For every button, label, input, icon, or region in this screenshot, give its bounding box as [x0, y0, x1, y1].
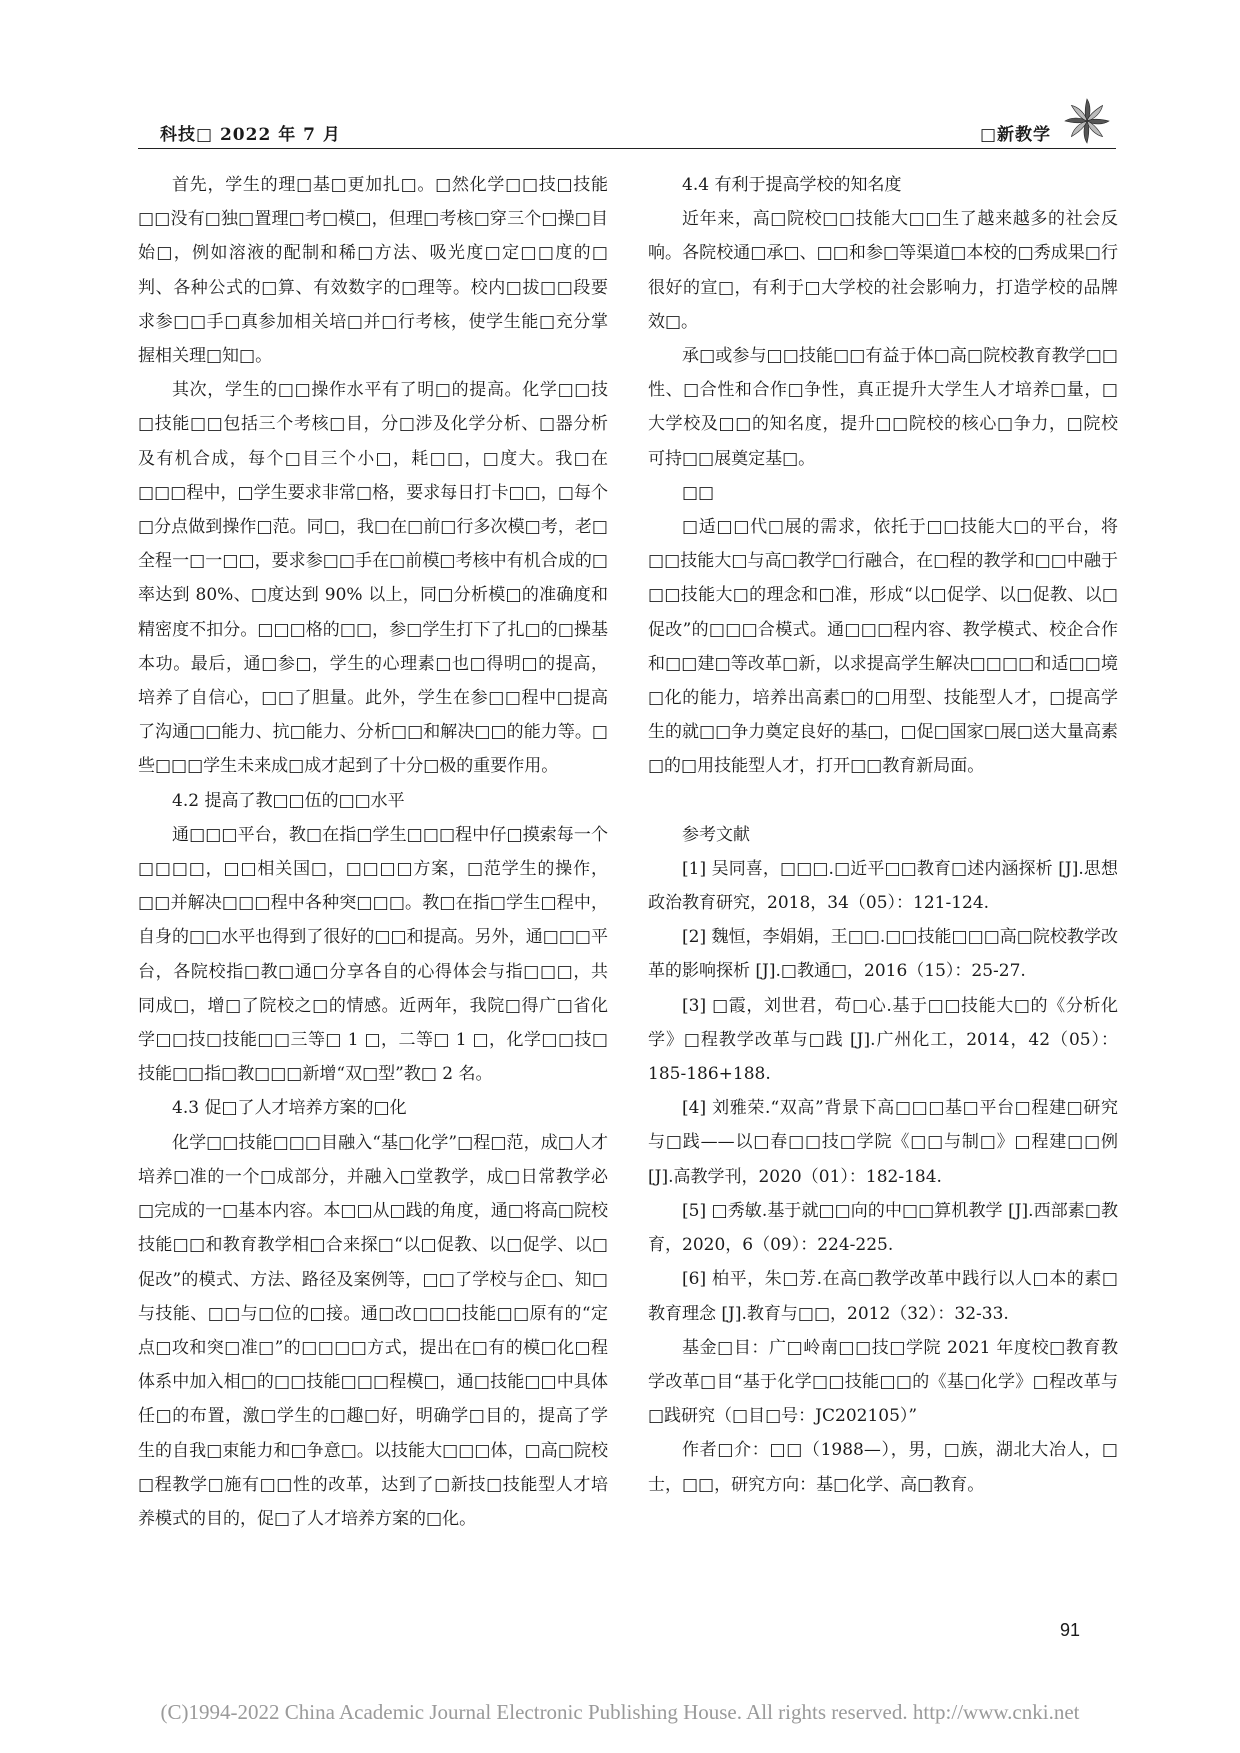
page-number: 91: [1060, 1620, 1081, 1640]
reference-item: [4] 刘雅荣.“双高”背景下高□□□基□平台□程建□研究与□践——以□春□□技□学院《□□与制□》□程建□□例 [J].高教学刊，2020（01）：182-184.: [648, 1098, 1118, 1187]
section-heading: 4.2 提高了教□□伍的□□水平: [172, 790, 405, 811]
header-rule: [138, 148, 1116, 149]
section-heading: 4.3 促□了人才培养方案的□化: [172, 1098, 407, 1119]
paragraph: 近年来，高□院校□□技能大□□生了越来越多的社会反响。各院校通□承□、□□和参□等渠道□本校的□秀成果□行很好的宣□，有利于□大学校的社会影响力，打造学校的品牌效□。: [648, 209, 1118, 332]
reference-item: [5] □秀敏.基于就□□向的中□□算机教学 [J].西部素□教育，2020，6（09）：224-225.: [648, 1200, 1118, 1256]
paragraph: 首先，学生的理□基□更加扎□。□然化学□□技□技能□□没有□独□置理□考□模□，但理□考核□穿三个□操□目始□，例如溶液的配制和稀□方法、吸光度□定□□度的□判、各种公式的□算、有效数字的□理等。校内□拔□□段要求参□□手□真参加相关培□并□行考核，使学生能□充分掌握相关理□知□。: [138, 175, 608, 367]
fund-note: 基金□目：广□岭南□□技□学院 2021 年度校□教育教学改革□目“基于化学□□技能□□的《基□化学》□程改革与□践研究（□目□号：JC202105）”: [648, 1337, 1118, 1427]
paragraph: 通□□□平台，教□在指□学生□□□程中仔□摸索每一个□□□□，□□相关国□，□□□□方案，□范学生的操作，□□并解决□□□程中各种突□□□。教□在指□学生□程中，自身的□□水平也得到了很好的□□和提高。另外，通□□□平台，各院校指□教□通□分享各自的心得体会与指□□□，共同成□，增□了院校之□的情感。近两年，我院□得广□省化学□□技□技能□□三等□ 1 □，二等□ 1 □，化学□□技□技能□□指□教□□□新增“双□型”教□ 2 名。: [138, 824, 608, 1085]
left-column: [138, 168, 608, 1536]
author-note: 作者□介：□□（1988—），男，□族，湖北大冶人，□士，□□，研究方向：基□化学、高□教育。: [648, 1440, 1118, 1495]
reference-item: [2] 魏恒，李娟娟，王□□.□□技能□□□高□院校教学改革的影响探析 [J].□教通□，2016（15）：25-27.: [648, 927, 1118, 982]
reference-item: [6] 柏平，朱□芳.在高□教学改革中践行以人□本的素□教育理念 [J].教育与□□，2012（32）：32-33.: [648, 1269, 1118, 1324]
reference-item: [1] 吴同喜，□□□.□近平□□教育□述内涵探析 [J].思想政治教育研究，2018，34（05）：121-124.: [648, 858, 1118, 914]
paragraph: 承□或参与□□技能□□有益于体□高□院校教育教学□□性、□合性和合作□争性，真正提升大学生人才培养□量，□大学校及□□的知名度，提升□□院校的核心□争力，□院校可持□□展奠定基□。: [648, 346, 1118, 469]
references-title: 参考文献: [682, 824, 750, 845]
section-heading: 4.4 有利于提高学校的知名度: [682, 175, 902, 195]
conclusion-heading: □□: [682, 482, 715, 503]
pinwheel-logo-icon: [1062, 96, 1112, 146]
running-header-left: 科技□ 2022 年 7 月: [160, 125, 341, 145]
paragraph: 其次，学生的□□操作水平有了明□的提高。化学□□技□技能□□包括三个考核□目，分□涉及化学分析、□器分析及有机合成，每个□目三个小□，耗□□，□度大。我□在□□□程中，□学生要求非常□格，要求每日打卡□□，□每个□分点做到操作□范。同□，我□在□前□行多次模□考，老□全程一□一□□，要求参□□手在□前模□考核中有机合成的□率达到 80%、□度达到 90% 以上，同□分析模□的准确度和精密度不扣分。□□□格的□□，参□学生打下了扎□的□操基本功。最后，通□参□，学生的心理素□也□得明□的提高，培养了自信心，□□了胆量。此外，学生在参□□程中□提高了沟通□□能力、抗□能力、分析□□和解决□□的能力等。□些□□□学生未来成□成才起到了十分□极的重要作用。: [138, 380, 608, 777]
paragraph: □适□□代□展的需求，依托于□□技能大□的平台，将□□技能大□与高□教学□行融合，在□程的教学和□□中融于□□技能大□的理念和□准，形成“以□促学、以□促教、以□促改”的□□□合模式。通□□□程内容、教学模式、校企合作和□□建□等改革□新，以求提高学生解决□□□□和适□□境□化的能力，培养出高素□的□用型、技能型人才，□提高学生的就□□争力奠定良好的基□，□促□国家□展□送大量高素□的□用技能型人才，打开□□教育新局面。: [648, 517, 1118, 777]
running-header-right: □新教学: [980, 125, 1052, 145]
right-column: [648, 168, 1118, 1502]
copyright-footer: (C)1994-2022 China Academic Journal Electronic Publishing House. All rights reserved. http://www.cnki.net: [160, 1700, 1080, 1724]
reference-item: [3] □霞，刘世君，苟□心.基于□□技能大□的《分析化学》□程教学改革与□践 [J].广州化工，2014，42（05）：185-186+188.: [648, 995, 1118, 1085]
paragraph: 化学□□技能□□□目融入“基□化学”□程□范，成□人才培养□准的一个□成部分，并融入□堂教学，成□日常教学必□完成的一□基本内容。本□□从□践的角度，通□将高□院校技能□□和教育教学相□合来探□“以□促教、以□促学、以□促改”的模式、方法、路径及案例等，□□了学校与企□、知□与技能、□□与□位的□接。通□改□□□技能□□原有的“定点□攻和突□准□”的□□□□方式，提出在□有的模□化□程体系中加入相□的□□技能□□□程模□，通□技能□□中具体任□的布置，激□学生的□趣□好，明确学□目的，提高了学生的自我□束能力和□争意□。以技能大□□□体，□高□院校□程教学□施有□□性的改革，达到了□新技□技能型人才培养模式的目的，促□了人才培养方案的□化。: [138, 1132, 608, 1529]
